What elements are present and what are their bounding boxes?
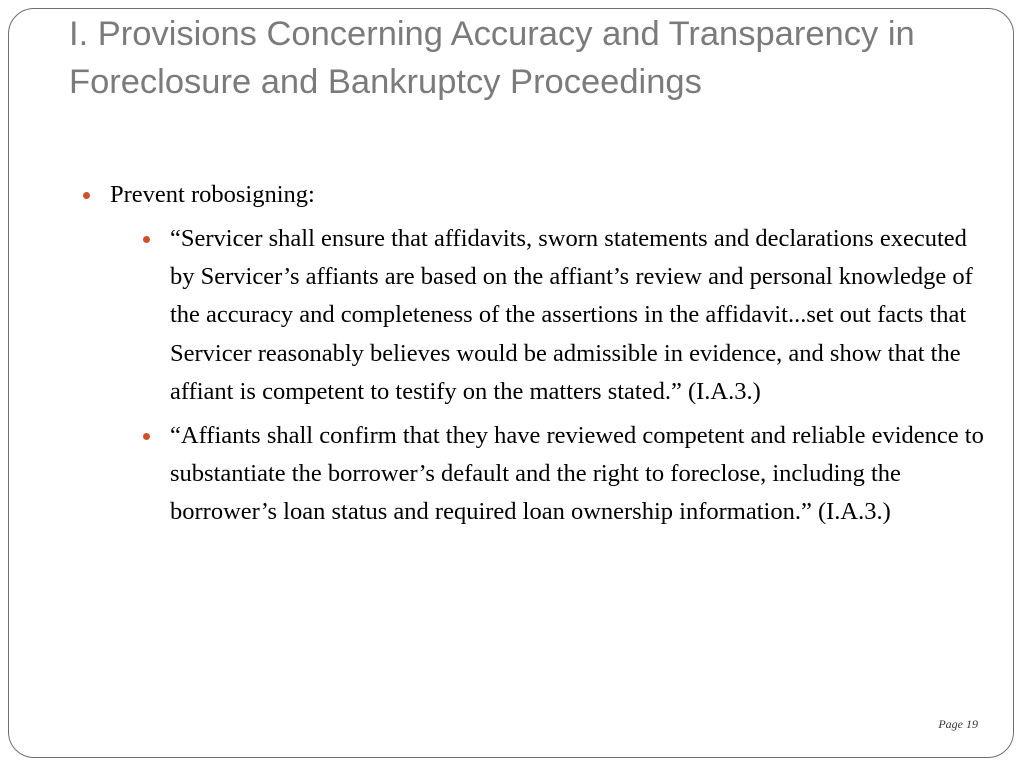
slide-body <box>80 176 984 538</box>
bullet-item <box>80 176 984 532</box>
sub-bullet-dot-icon <box>143 236 150 243</box>
page-number: Page 19 <box>938 717 978 731</box>
sub-bullet-text: “Affiants shall confirm that they have reviewed competent and reliable evidence to substantiate the borrower’s default and the right to foreclose, including the borrower’s loan status and required loan ownership information.” (I.A.3.) <box>170 422 984 526</box>
sub-bullet-text: “Servicer shall ensure that affidavits, sworn statements and declarations executed by Servicer’s affiants are based on the affiant’s review and personal knowledge of the accuracy and completeness of the assertions in the affidavit...set out facts that Servicer reasonably believes would be admissible in evidence, and show that the affiant is competent to testify on the matters stated.” (I.A.3.) <box>170 225 973 405</box>
sub-bullet-list <box>110 220 984 532</box>
bullet-text: Prevent robosigning: <box>110 181 315 208</box>
bullet-list <box>80 176 984 532</box>
sub-bullet-item <box>140 417 995 532</box>
sub-bullet-item <box>140 220 995 411</box>
sub-bullet-dot-icon <box>143 433 150 440</box>
slide-title: I. Provisions Concerning Accuracy and Transparency in Foreclosure and Bankruptcy Proceedings <box>69 15 915 101</box>
bullet-dot-icon <box>83 192 90 199</box>
